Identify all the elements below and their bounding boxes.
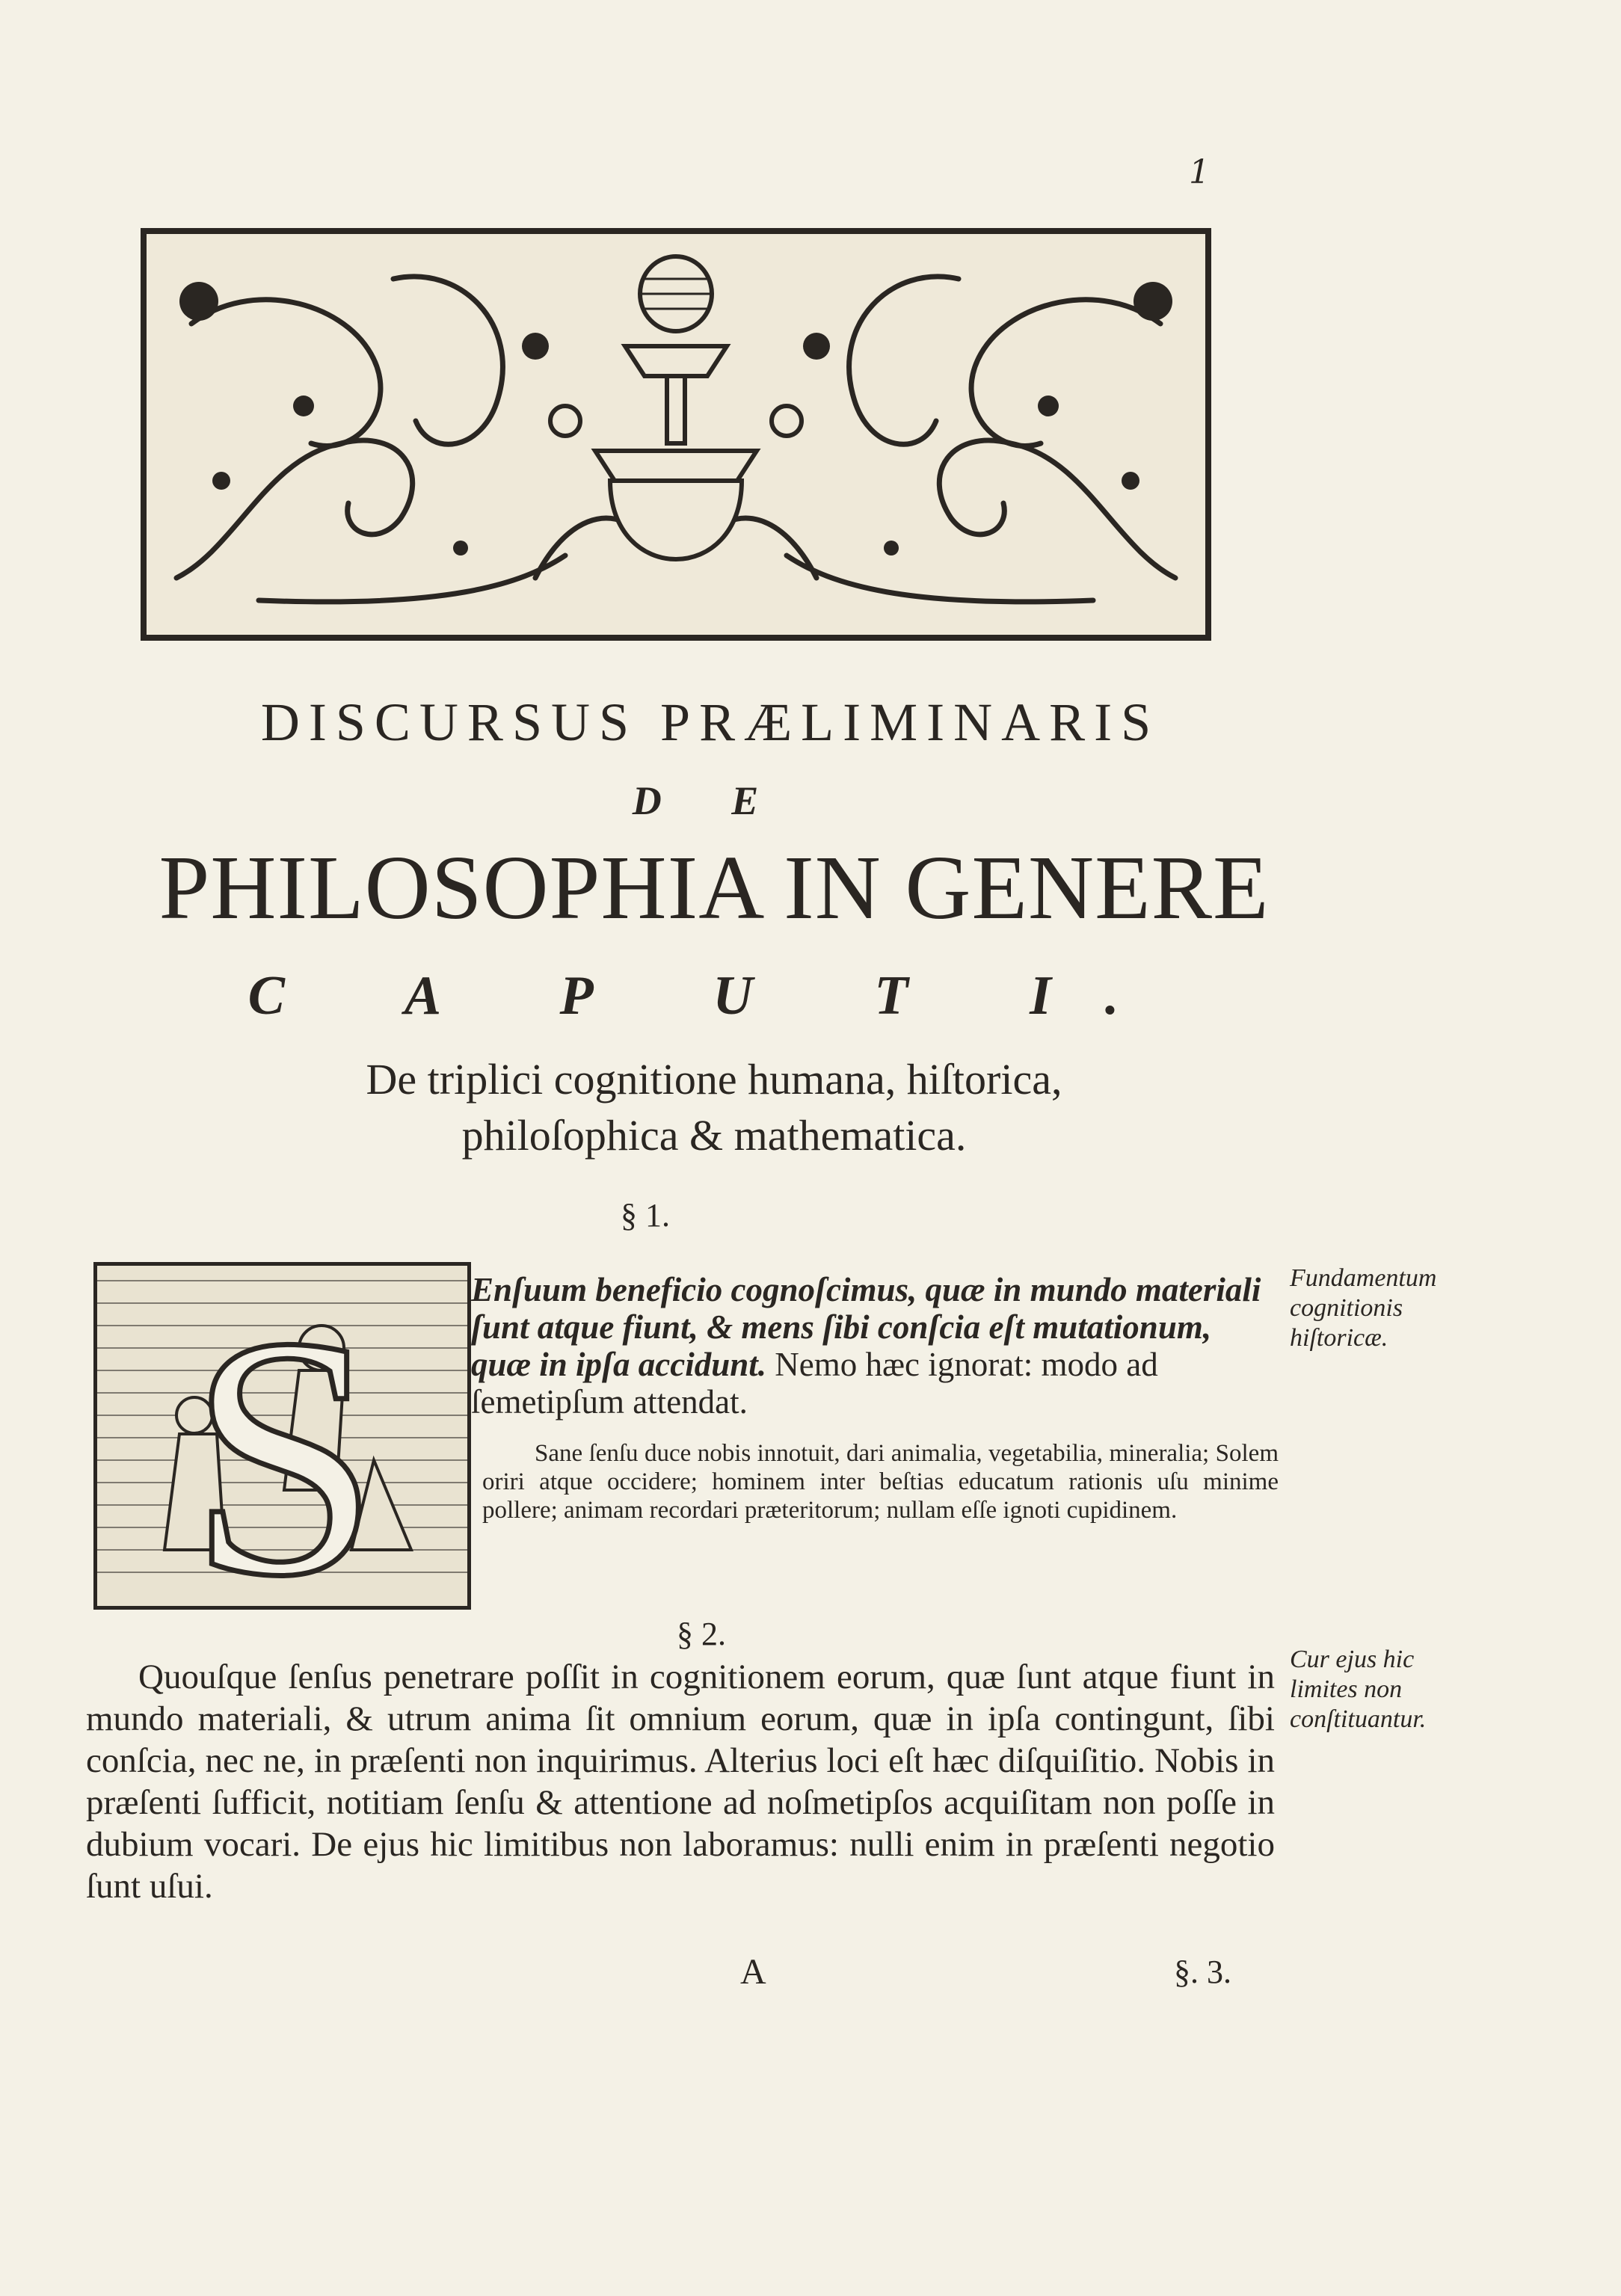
section-2-text [86,1656,1275,1907]
section-1-text [471,1271,1279,1421]
section-1-note-text: Sane ſenſu duce nobis innotuit, dari animalia, vegetabilia, mineralia; Solem oriri atque occidere; hominem inter beſtias educatum rationis uſu minime pollere; animam recordari præteritorum; nullam eſſe ignoti cupidinem. [482,1440,1279,1524]
section-1-mark: § 1. [621,1197,670,1234]
signature-mark: A [740,1952,766,1992]
caput-heading: C A P U T I. [247,965,1173,1027]
margin-note-1: Fundamentum cognitionis hiſtoricæ. [1290,1264,1437,1352]
initial-letter-woodcut [93,1262,471,1610]
headpiece-ornament [141,228,1211,641]
section-1-italic: Enſuum beneficio cognoſcimus, quæ in mundo materiali ſunt atque fiunt, & mens ſibi conſcia eſt mutationum, quæ in ipſa accidunt. [471,1271,1261,1383]
svg-text:S: S [188,1266,380,1606]
chapter-title-line2: philoſophica & mathematica. [461,1111,967,1160]
main-title: PHILOSOPHIA IN GENERE [159,837,1270,938]
catchword: §. 3. [1174,1954,1231,1990]
initial-s-icon [97,1266,467,1606]
chapter-title-line1: De triplici cognitione humana, hiſtorica, [366,1055,1062,1104]
section-2-body: Quouſque ſenſus penetrare poſſit in cognitionem eorum, quæ ſunt atque fiunt in mundo materiali, & utrum anima ſit omnium eorum, quæ in ipſa contingunt, ſibi conſcia, nec ne, in præſenti non inquirimus. Alterius loci eſt hæc diſquiſitio. Nobis in præſenti ſufficit, notitiam ſenſu & attentione ad noſmetipſos acquiſitam non poſſe in dubium vocari. De ejus hic limitibus non laboramus: nulli enim in præſenti negotio ſunt uſui. [86,1658,1275,1906]
section-1-note [482,1439,1279,1524]
margin-note-2: Cur ejus hic limites non conſtituantur. [1290,1646,1427,1733]
section-2-mark: § 2. [677,1616,726,1652]
floral-ornament-icon [147,234,1205,635]
section-1-roman: Nemo hæc ignorat: modo ad ſemetipſum attendat. [471,1346,1158,1421]
de-heading: D E [632,778,789,823]
discursus-heading: DISCURSUS PRÆLIMINARIS [260,692,1160,752]
page-number: 1 [1189,153,1210,191]
